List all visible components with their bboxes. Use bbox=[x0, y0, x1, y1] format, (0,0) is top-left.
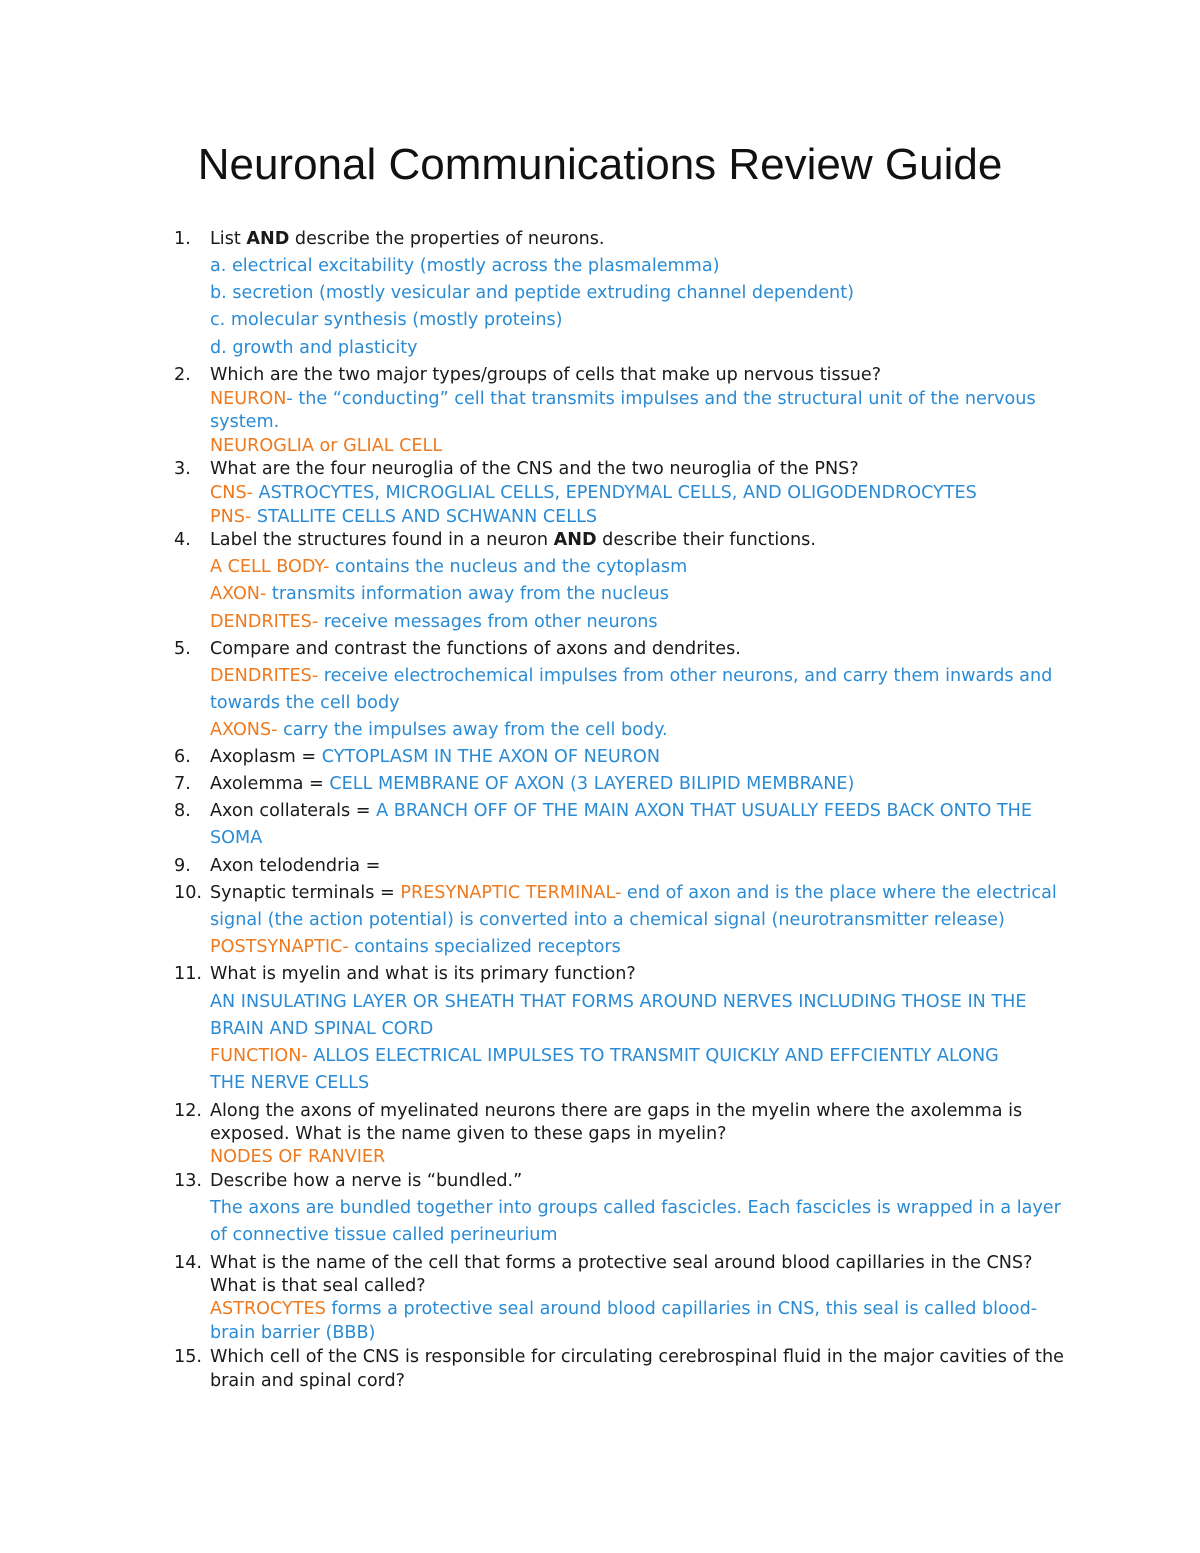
answer-label: POSTSYNAPTIC- bbox=[210, 937, 349, 957]
question-15: Which cell of the CNS is responsible for circulating cerebrospinal fluid in the major cavities of the bbox=[210, 1347, 1064, 1367]
answer-text: contains the nucleus and the cytoplasm bbox=[329, 557, 688, 577]
question-number: 11. bbox=[174, 964, 202, 984]
answer-line bbox=[210, 482, 977, 504]
question-6 bbox=[210, 746, 660, 768]
answer-line: NEUROGLIA or GLIAL CELL bbox=[210, 436, 443, 456]
answer-text: CYTOPLASM IN THE AXON OF NEURON bbox=[321, 747, 660, 767]
question-8 bbox=[210, 800, 1032, 822]
answer-text: receive electrochemical impulses from other neurons, and carry them inwards and bbox=[318, 666, 1053, 686]
question-emphasis: AND bbox=[553, 530, 597, 550]
question-text: Synaptic terminals = bbox=[210, 883, 401, 903]
question-number: 6. bbox=[174, 747, 191, 767]
answer-line bbox=[210, 719, 668, 741]
question-number: 7. bbox=[174, 774, 191, 794]
answer-label: PNS- bbox=[210, 507, 252, 527]
answer-label: NEURON bbox=[210, 389, 287, 409]
question-number: 3. bbox=[174, 459, 191, 479]
answer-line: c. molecular synthesis (mostly proteins) bbox=[210, 310, 563, 330]
question-number: 15. bbox=[174, 1347, 202, 1367]
answer-text: CELL MEMBRANE OF AXON (3 LAYERED BILIPID MEMBRANE) bbox=[329, 774, 855, 794]
question-3: What are the four neuroglia of the CNS and the two neuroglia of the PNS? bbox=[210, 459, 859, 479]
answer-text: contains specialized receptors bbox=[348, 937, 621, 957]
question-14-line-2: What is that seal called? bbox=[210, 1276, 426, 1296]
question-4 bbox=[210, 529, 816, 551]
answer-line bbox=[210, 611, 658, 633]
question-number: 4. bbox=[174, 530, 191, 550]
answer-line bbox=[210, 388, 1036, 410]
answer-line: a. electrical excitability (mostly across the plasmalemma) bbox=[210, 256, 720, 276]
answer-line: system. bbox=[210, 412, 280, 432]
question-10 bbox=[210, 882, 1057, 904]
answer-line: b. secretion (mostly vesicular and peptide extruding channel dependent) bbox=[210, 283, 854, 303]
question-number: 8. bbox=[174, 801, 191, 821]
question-text: Axoplasm = bbox=[210, 747, 322, 767]
question-14: What is the name of the cell that forms a protective seal around blood capillaries in the CNS? bbox=[210, 1253, 1033, 1273]
answer-text: transmits information away from the nucleus bbox=[266, 584, 669, 604]
answer-line bbox=[210, 583, 669, 605]
question-12: Along the axons of myelinated neurons there are gaps in the myelin where the axolemma is bbox=[210, 1101, 1023, 1121]
answer-label: FUNCTION- bbox=[210, 1046, 308, 1066]
question-9: Axon telodendria = bbox=[210, 856, 381, 876]
answer-text: ASTROCYTES, MICROGLIAL CELLS, EPENDYMAL CELLS, AND OLIGODENDROCYTES bbox=[252, 483, 977, 503]
question-12-line-2: exposed. What is the name given to these gaps in myelin? bbox=[210, 1124, 727, 1144]
question-text: describe the properties of neurons. bbox=[289, 229, 605, 249]
answer-line bbox=[210, 506, 597, 528]
answer-line: SOMA bbox=[210, 828, 263, 848]
answer-line bbox=[210, 1298, 1037, 1320]
answer-line bbox=[210, 556, 687, 578]
answer-label: PRESYNAPTIC TERMINAL- bbox=[400, 883, 622, 903]
question-1 bbox=[210, 228, 604, 250]
page-title: Neuronal Communications Review Guide bbox=[197, 140, 1003, 189]
answer-line: The axons are bundled together into groups called fascicles. Each fascicles is wrapped in a layer bbox=[210, 1198, 1061, 1218]
question-number: 12. bbox=[174, 1101, 202, 1121]
question-text: Label the structures found in a neuron bbox=[210, 530, 554, 550]
answer-label: CNS- bbox=[210, 483, 253, 503]
answer-text: forms a protective seal around blood capillaries in CNS, this seal is called blood- bbox=[325, 1299, 1038, 1319]
answer-text: carry the impulses away from the cell body. bbox=[277, 720, 668, 740]
answer-text: end of axon and is the place where the electrical bbox=[621, 883, 1057, 903]
answer-label: AXON- bbox=[210, 584, 267, 604]
answer-line: towards the cell body bbox=[210, 693, 400, 713]
question-text: Axolemma = bbox=[210, 774, 330, 794]
answer-label: DENDRITES- bbox=[210, 612, 319, 632]
answer-line bbox=[210, 1045, 999, 1067]
question-11: What is myelin and what is its primary function? bbox=[210, 964, 636, 984]
question-7 bbox=[210, 773, 854, 795]
question-text: List bbox=[210, 229, 247, 249]
answer-line: of connective tissue called perineurium bbox=[210, 1225, 558, 1245]
answer-text: - the “conducting” cell that transmits impulses and the structural unit of the nervous bbox=[286, 389, 1036, 409]
question-number: 1. bbox=[174, 229, 191, 249]
answer-line: BRAIN AND SPINAL CORD bbox=[210, 1019, 434, 1039]
question-number: 13. bbox=[174, 1171, 202, 1191]
question-2: Which are the two major types/groups of cells that make up nervous tissue? bbox=[210, 365, 882, 385]
answer-label: AXONS- bbox=[210, 720, 278, 740]
answer-label: A CELL BODY- bbox=[210, 557, 330, 577]
answer-line: THE NERVE CELLS bbox=[210, 1073, 370, 1093]
answer-line: NODES OF RANVIER bbox=[210, 1147, 386, 1167]
answer-line bbox=[210, 936, 621, 958]
question-13: Describe how a nerve is “bundled.” bbox=[210, 1171, 523, 1191]
answer-label: ASTROCYTES bbox=[210, 1299, 326, 1319]
answer-text: A BRANCH OFF OF THE MAIN AXON THAT USUALLY FEEDS BACK ONTO THE bbox=[376, 801, 1033, 821]
question-number: 9. bbox=[174, 856, 191, 876]
answer-line: signal (the action potential) is converted into a chemical signal (neurotransmitter release) bbox=[210, 910, 1005, 930]
answer-text: receive messages from other neurons bbox=[318, 612, 658, 632]
question-emphasis: AND bbox=[246, 229, 290, 249]
answer-label: DENDRITES- bbox=[210, 666, 319, 686]
answer-line: d. growth and plasticity bbox=[210, 338, 418, 358]
question-15-line-2: brain and spinal cord? bbox=[210, 1371, 406, 1391]
question-number: 2. bbox=[174, 365, 191, 385]
answer-text: STALLITE CELLS AND SCHWANN CELLS bbox=[251, 507, 598, 527]
question-number: 14. bbox=[174, 1253, 202, 1273]
answer-line: AN INSULATING LAYER OR SHEATH THAT FORMS AROUND NERVES INCLUDING THOSE IN THE bbox=[210, 992, 1027, 1012]
question-number: 5. bbox=[174, 639, 191, 659]
answer-line bbox=[210, 665, 1052, 687]
answer-text: ALLOS ELECTRICAL IMPULSES TO TRANSMIT QUICKLY AND EFFCIENTLY ALONG bbox=[307, 1046, 999, 1066]
question-number: 10. bbox=[174, 883, 202, 903]
question-text: Axon collaterals = bbox=[210, 801, 377, 821]
question-text: describe their functions. bbox=[596, 530, 816, 550]
question-5: Compare and contrast the functions of axons and dendrites. bbox=[210, 639, 741, 659]
answer-line: brain barrier (BBB) bbox=[210, 1323, 376, 1343]
